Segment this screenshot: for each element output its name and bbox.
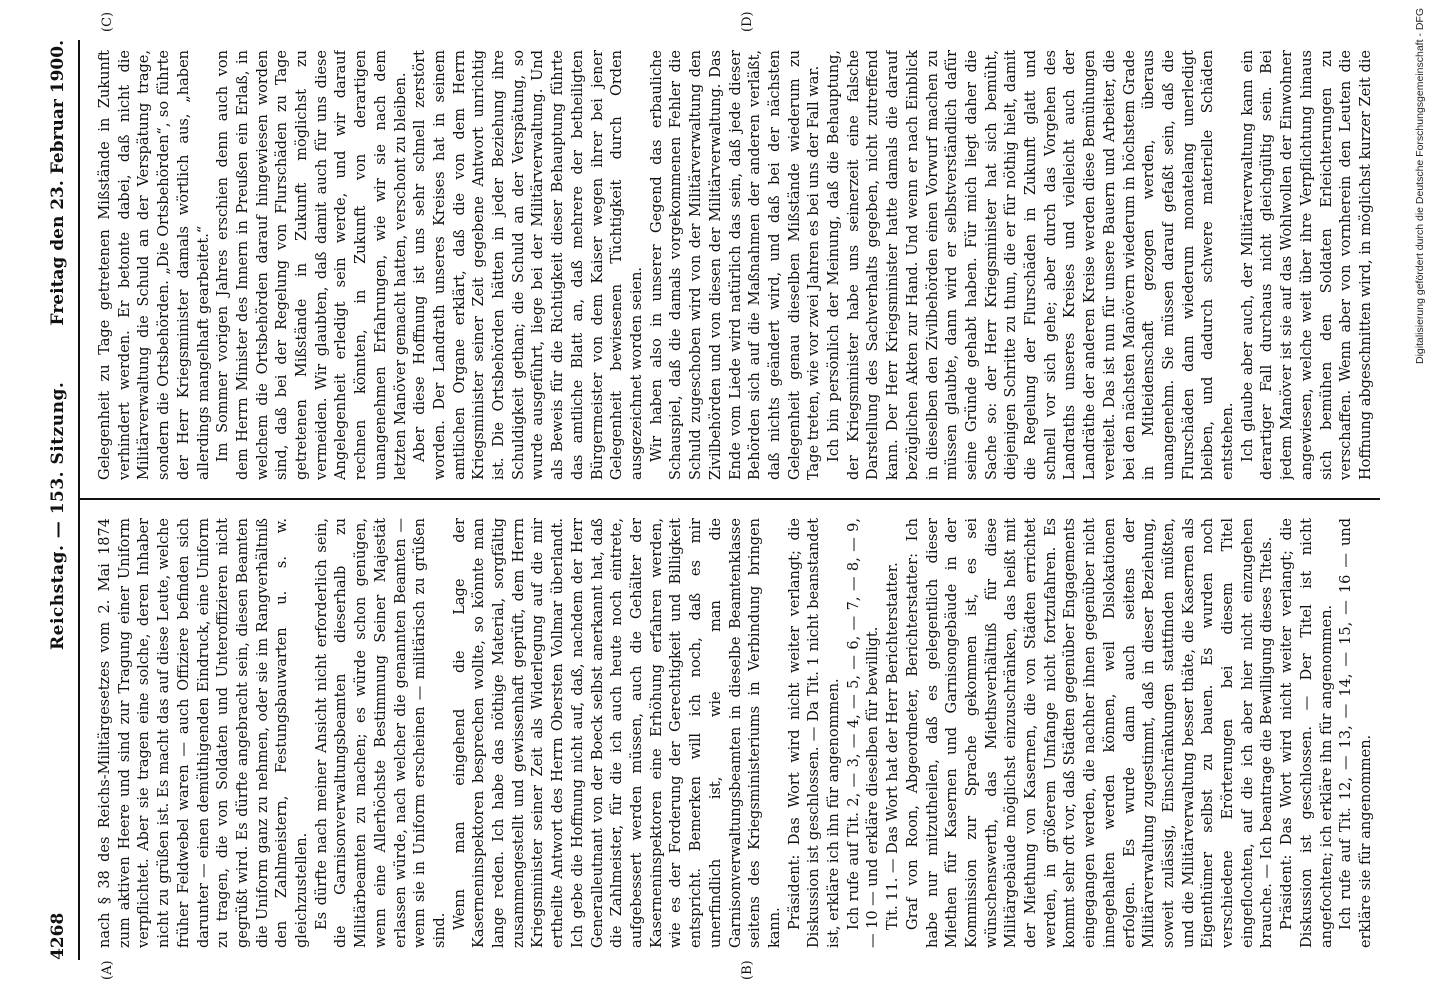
credit-text: Digitalisierung gefördert durch die Deutsche Forschungsgemeinschaft - DFG bbox=[1414, 8, 1426, 365]
paragraph: Gelegenheit zu Tage getretenen Mißstände in Zukunft verhindert werden. Er betonte dabei, daß nicht die Militärverwaltung die Schuld an der Verspätung trage, sondern die Ortsbehörden. „Die Ortsbehörden“, so führte der Herr Kriegsminister damals wörtlich aus, „haben allerdings mangelhaft gearbeitet.“ bbox=[97, 50, 212, 480]
paragraph: Im Sommer vorigen Jahres erschien denn auch von dem Herrn Minister des Innern in Preußen ein Erlaß, in welchem die Ortsbehörden darauf hingewiesen worden sind, daß bei der Regelung von Flurschäden zu Tage getretenen Mißstände in Zukunft möglichst zu vermeiden. Wir glaubten, daß damit auch für uns diese Angelegenheit erledigt sein werde, und wir darauf rechnen könnten, in Zukunft von derartigen unangenehmen Erfahrungen, wie wir sie nach dem letzten Manöver gemacht hatten, verschont zu bleiben. bbox=[215, 50, 409, 480]
page-number: 4268 bbox=[48, 912, 68, 960]
section-marker-b: (B) bbox=[740, 960, 755, 980]
paragraph: Präsident: Das Wort wird nicht weiter verlangt; die Diskussion ist geschlossen. — Der Titel ist nicht angefochten; ich erkläre ihn für angenommen. bbox=[1279, 518, 1335, 948]
paragraph: Tit. 11. — Das Wort hat der Herr Berichterstatter. bbox=[885, 562, 902, 930]
header-rule bbox=[78, 40, 80, 960]
paragraph: Wir haben also in unserer Gegend das erbauliche Schauspiel, daß die damals vorgekommenen Fehler die Schuld zugeschoben wird von der Militärverwaltung den Zivilbehörden und von diesen der Militärverwaltung. Das Ende vom Liede wird natürlich das sein, daß jede dieser Behörden sich auf die Maßnahmen der anderen verläßt, daß nichts geändert wird, und daß bei der nächsten Gelegenheit genau dieselben Mißstände wiederum zu Tage treten, wie vor zwei Jahren es bei uns der Fall war. bbox=[648, 50, 823, 480]
paragraph: Ich rufe auf Tit. 12, — 13, — 14, — 15, — 16 — und erkläre sie für angenommen. bbox=[1338, 518, 1374, 948]
paragraph: Graf von Roon, Abgeordneter, Berichterstatter: Ich habe nur mitzutheilen, daß es gelegentlich dieser Miethen für Kasernen und Garnisongebäude in der Kommission zur Sprache gekommen ist, es sei wünschenswerth, das Miethsverhältniß für diese Militärgebäude möglichst einzuschränken, das heißt mit der Miethung von Kasernen, die von Städten errichtet werden, in größerem Umfange nicht fortzufahren. Es kommt sehr oft vor, daß Städten gegenüber Engagements eingegangen werden, die nachher ihnen gegenüber nicht innegehalten werden können, weil Dislokationen erfolgen. Es wurde dann auch seitens der Militärverwaltung zugestimmt, daß in dieser Beziehung, soweit zulässig, Einschränkungen stattfinden müßten, und die Militärverwaltung besser thäte, die Kasernen als Eigenthümer selbst zu bauen. Es wurden noch verschiedene Erörterungen bei diesem Titel eingeflochten, auf die ich aber hier nicht einzugehen brauche. — Ich beantrage die Bewilligung dieses Titels. bbox=[904, 518, 1276, 948]
paragraph: Ich rufe auf Tit. 2, — 3, — 4, — 5, — 6, — 7, — 8, — 9, — 10 — und erkläre dieselben für bewilligt. bbox=[845, 518, 882, 948]
session-date: Freitag den 23. Februar 1900. bbox=[48, 40, 68, 326]
section-marker-a: (A) bbox=[100, 960, 115, 980]
section-marker-c: (C) bbox=[100, 11, 115, 32]
paragraph: Präsident: Das Wort wird nicht weiter verlangt; die Diskussion ist geschlossen. — Da Tit. 1 nicht beanstandet ist, erkläre ich ihn für angenommen. bbox=[786, 518, 843, 948]
paragraph: nach § 38 des Reichs-Militärgesetzes vom 2. Mai 1874 zum aktiven Heere und sind zur Tragung einer Uniform verpflichtet. Aber sie tragen eine solche, deren Inhaber nicht zu grüßen ist. Es macht das auf diese Leute, welche früher Feldwebel waren — auch Offiziere befinden sich darunter — einen demüthigenden Eindruck, eine Uniform zu tragen, die von Soldaten und Unteroffizieren nicht gegrüßt wird. Es dürfte angebracht sein, diesen Beamten die Uniform ganz zu nehmen, oder sie im Rangverhältniß den Zahlmeistern, Festungsbauwarten u. s. w. gleichzustellen. bbox=[97, 518, 311, 948]
left-column bbox=[96, 518, 1376, 948]
section-marker-d: (D) bbox=[740, 11, 755, 32]
paragraph: Es dürfte nach meiner Ansicht nicht erforderlich sein, die Garnisonverwaltungsbeamten dieserhalb zu Militärbeamten zu machen; es würde schon genügen, wenn eine Allerhöchste Bestimmung Seiner Majestät erlassen würde, nach welcher die genannten Beamten — wenn sie in Uniform erscheinen — militärisch zu grüßen sind. bbox=[313, 518, 448, 948]
page-header bbox=[44, 40, 74, 960]
paragraph: Ich glaube aber auch, der Militärverwaltung kann ein derartiger Fall durchaus nicht gleichgültig sein. Bei jedem Manöver ist sie auf das Wohlwollen der Einwohner angewiesen, welche weit über ihre Verpflichtung hinaus sich bemühen den Soldaten Erleichterungen zu verschaffen. Wenn aber von vornherein den Leuten die Hoffnung abgeschnitten wird, in möglichst kurzer Zeit die bbox=[1239, 50, 1374, 480]
paragraph: Ich bin persönlich der Meinung, daß die Behauptung, der Kriegsminister habe uns seinerzeit eine falsche Darstellung des Sachverhalts gegeben, nicht zutreffend kann. Der Herr Kriegsminister hatte damals die darauf bezüglichen Akten zur Hand. Und wenn er nach Einblick in dieselben den Zivilbehörden einen Vorwurf machen zu müssen glaubte, dann wird er selbstverständlich dafür seine Gründe gehabt haben. Für mich liegt daher die Sache so: der Herr Kriegsminister hat sich bemüht, diejenigen Schritte zu thun, die er für nöthig hielt, damit die Regelung der Flurschäden in Zukunft glatt und schnell vor sich gehe; aber durch das Vorgehen des Landraths unseres Kreises und vielleicht auch der Landräthe der anderen Kreise werden diese Bemühungen vereitelt. Das ist nun für unsere Bauern und Arbeiter, die bei den nächsten Manövern wiederum in höchstem Grade in Mitleidenschaft gezogen werden, überaus unangenehm. Sie müssen darauf gefaßt sein, daß die Flurschäden dann wiederum monatelang unerledigt bleiben, und dadurch schwere materielle Schäden entstehen. bbox=[826, 50, 1237, 480]
session-runner: Reichstag. — 153. Sitzung. bbox=[48, 381, 68, 650]
paragraph: Wenn man eingehend die Lage der Kaserneninspektoren besprechen wollte, so könnte man lange reden. Ich habe das nöthige Material, sorgfältig zusammengestellt und gewissenhaft geprüft, dem Herrn Kriegsminister seiner Zeit als Widerlegung auf die mir ertheilte Antwort des Herrn Obersten Vollmar überlandt. Ich gebe die Hoffnung nicht auf, daß, nachdem der Herr Generalleutnant von der Boeck selbst anerkannt hat, daß die Zahlmeister, für die ich auch heute noch eintrete, aufgebessert werden müssen, auch die Gehälter der Kaserneninspektoren eine Erhöhung erfahren werden, wie es der Forderung der Gerechtigkeit und Billigkeit entspricht. Bemerken will ich noch, daß es mir unerfindlich ist, wie man die Garnisonverwaltungsbeamten in dieselbe Beamtenklasse seitens des Kriegsministeriums in Verbindung bringen kann. bbox=[451, 518, 783, 948]
digitization-credit bbox=[1414, 8, 1430, 988]
paragraph: Aber diese Hoffnung ist uns sehr schnell zerstört worden. Der Landrath unseres Kreises hat in seinem amtlichen Organe erklärt, daß die von dem Herrn Kriegsminister seiner Zeit gegebene Antwort unrichtig ist. Die Ortsbehörden hätten in jeder Beziehung ihre Schuldigkeit gethan; die Schuld an der Verspätung, so wurde ausgeführt, liege bei der Militärverwaltung. Und als Beweis für die Richtigkeit dieser Behauptung führte das amtliche Blatt an, daß mehrere der betheiligten Bürgermeister von dem Kaiser wegen ihrer bei jener Gelegenheit bewiesenen Tüchtigkeit durch Orden ausgezeichnet worden seien. bbox=[412, 50, 645, 480]
column-divider bbox=[80, 498, 1380, 500]
right-column bbox=[96, 50, 1376, 480]
